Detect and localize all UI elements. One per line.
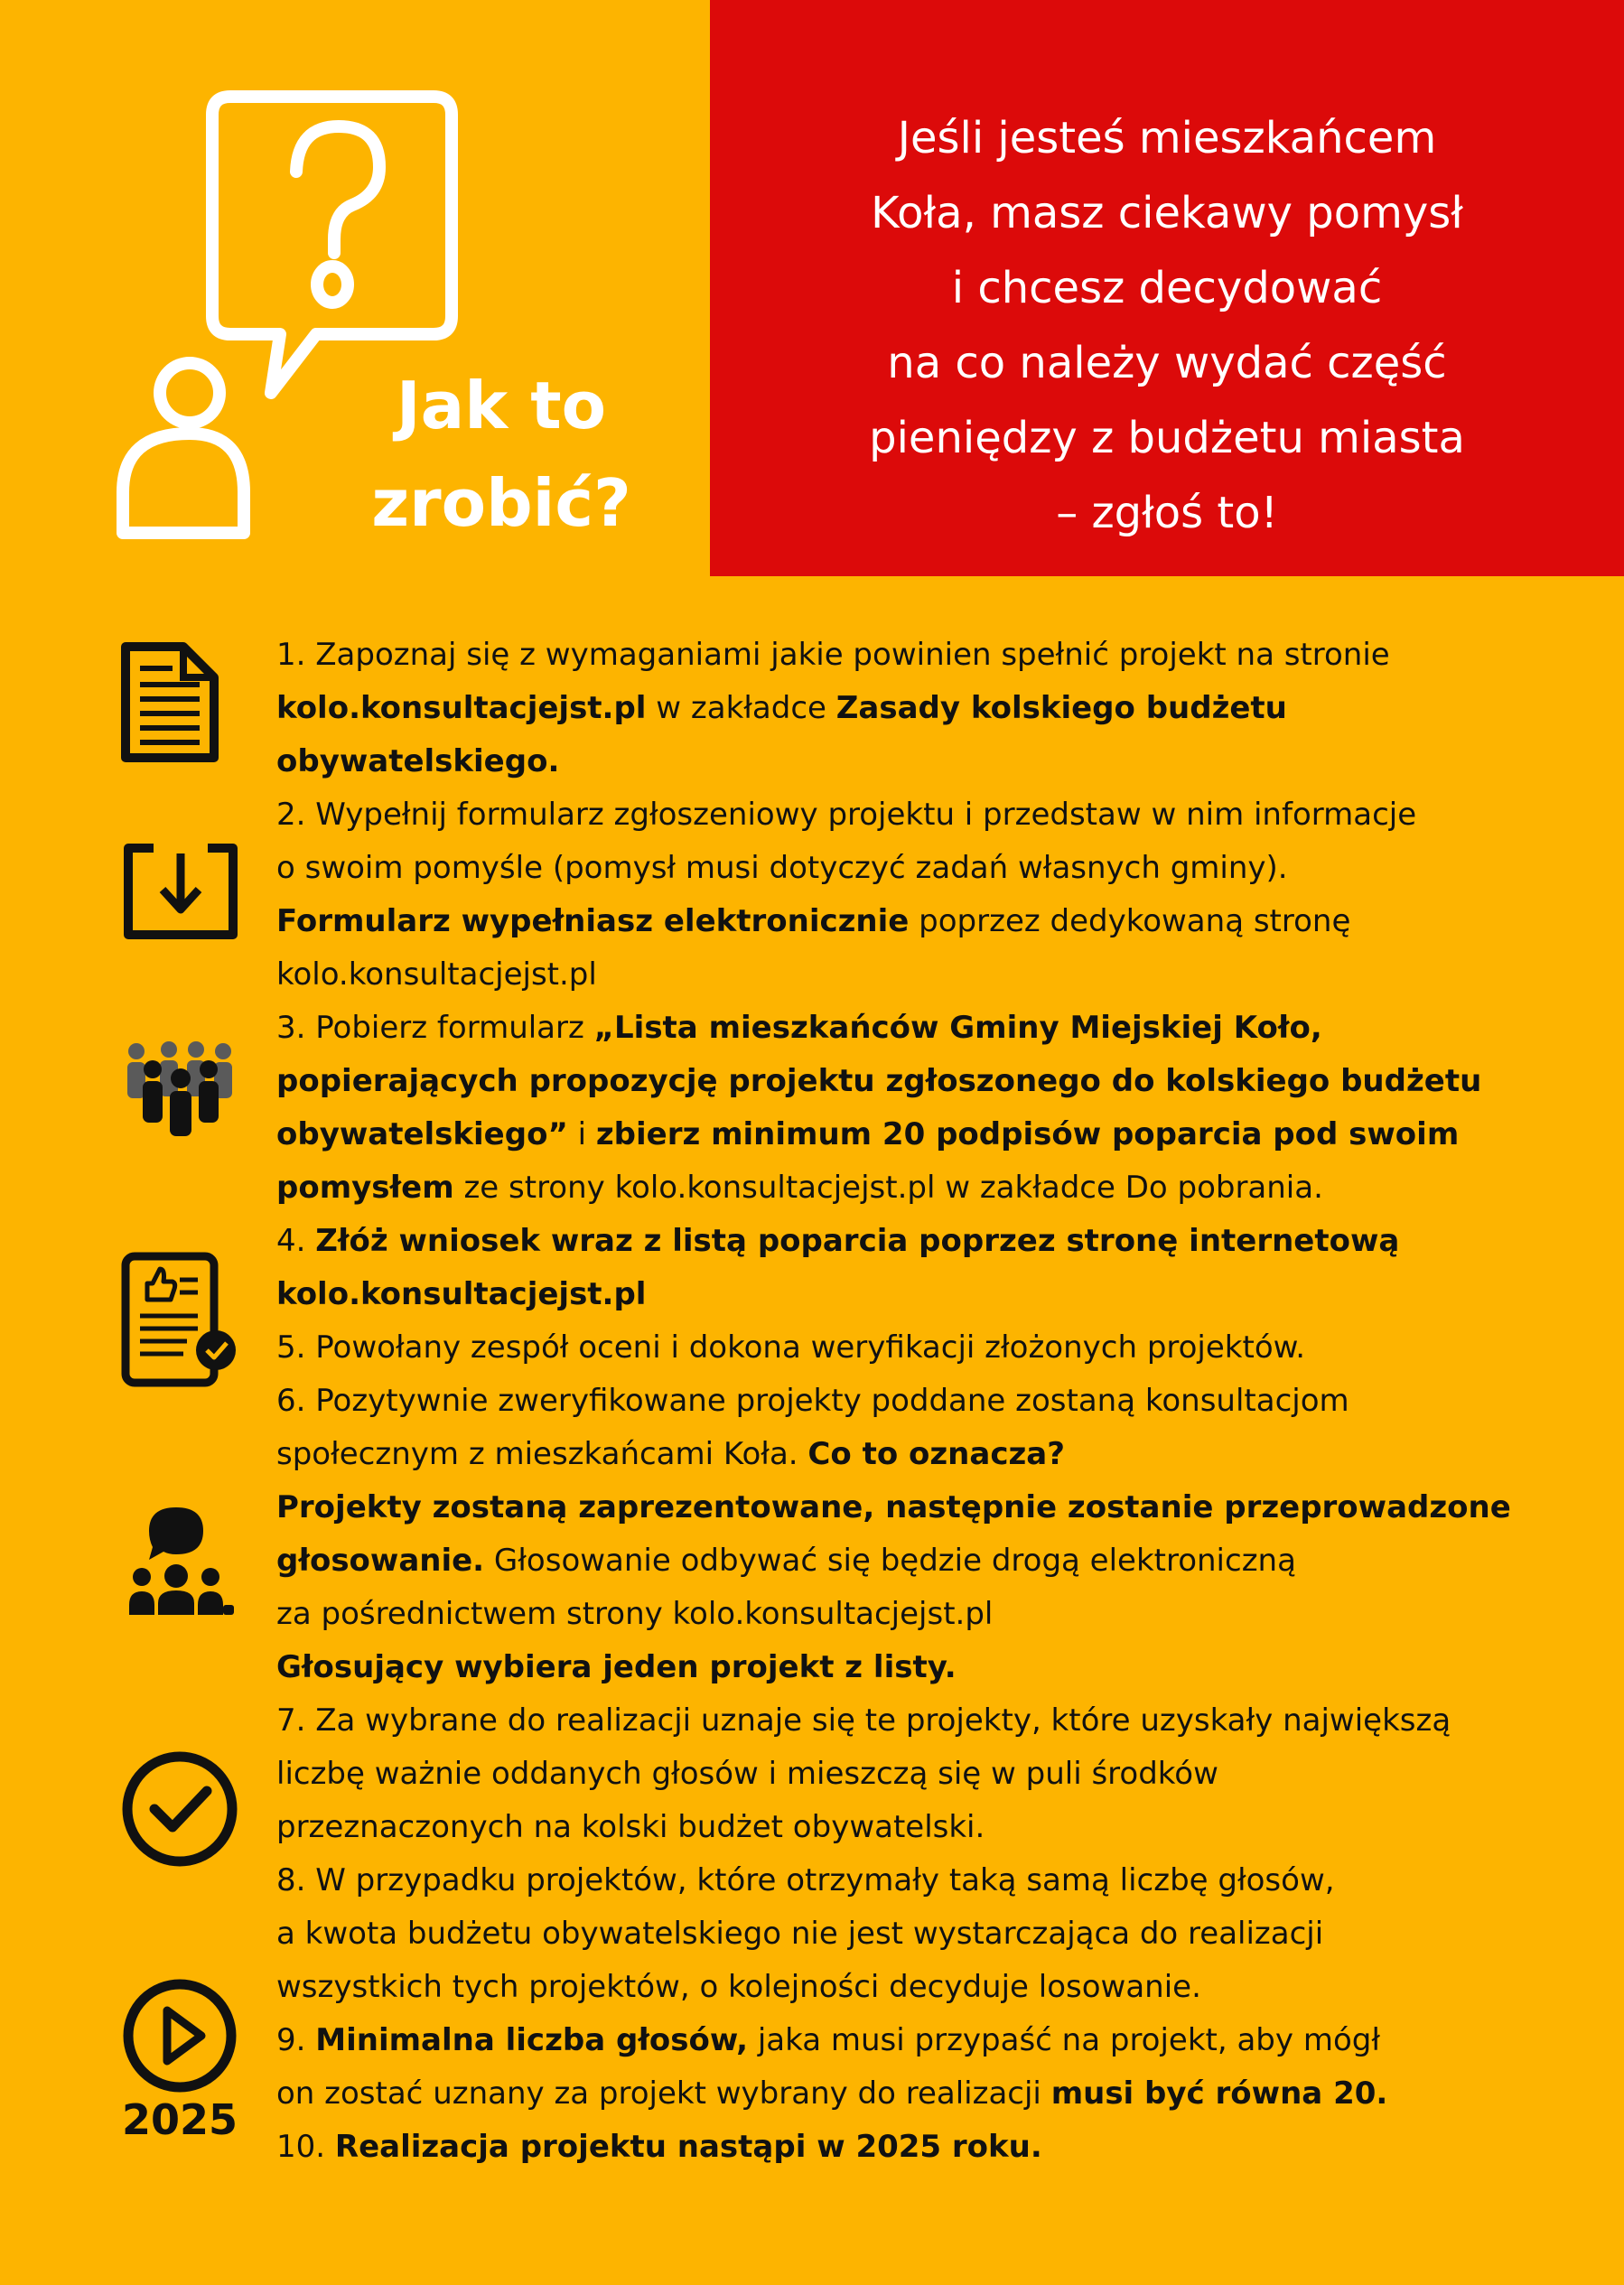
download-icon — [122, 843, 239, 942]
step-10: 10. Realizacja projektu nastąpi w 2025 roku. — [276, 2129, 1042, 2165]
step-3: 3. Pobierz formularz „Lista mieszkańców Gminy Miejskiej Koło, popierających propozycję projektu zgłoszonego do kolskiego budżetu obywatelskiego” i zbierz minimum 20 podpisów poparcia pod swoim pomysłem ze strony kolo.konsultacjejst.pl w zakładce Do pobrania. — [276, 1010, 1482, 1206]
intro-text — [710, 101, 1624, 551]
intro-line: i chcesz decydować — [951, 263, 1383, 313]
intro-line: Jeśli jesteś mieszkańcem — [897, 113, 1437, 163]
website-link: kolo.konsultacjejst.pl — [276, 956, 597, 993]
website-link: kolo.konsultacjejst.pl — [276, 1276, 647, 1312]
title-line: Jak to — [396, 368, 607, 443]
steps-list — [276, 629, 1577, 2174]
step-7: 7. Za wybrane do realizacji uznaje się te projekty, które uzyskały największą liczbę ważnie oddanych głosów i mieszczą się w puli środków przeznaczonych na kolski budżet obywatelski. — [276, 1702, 1451, 1845]
step-9: 9. Minimalna liczba głosów, jaka musi przypaść na projekt, aby mógł on zostać uznany za projekt wybrany do realizacji musi być równa 20. — [276, 2022, 1388, 2112]
step-6: 6. Pozytywnie zweryfikowane projekty poddane zostaną konsultacjom społecznym z mieszkańcami Koła. Co to oznacza? Projekty zostaną zaprezentowane, następnie zostanie przeprowadzone głosowanie. Głosowanie odbywać się będzie drogą elektroniczną za pośrednictwem strony kolo.konsultacjejst.pl Głosujący wybiera jeden projekt z listy. — [276, 1383, 1511, 1685]
approved-form-icon — [120, 1251, 242, 1391]
year-label: 2025 — [122, 2095, 238, 2144]
step-8: 8. W przypadku projektów, które otrzymały taką samą liczbę głosów, a kwota budżetu obywatelskiego nie jest wystarczająca do realizacji wszystkich tych projektów, o kolejności decyduje losowanie. — [276, 1862, 1335, 2005]
play-circle-icon — [122, 1978, 238, 2094]
crowd-icon — [122, 1039, 238, 1138]
step-4: 4. Złóż wniosek wraz z listą poparcia poprzez stronę internetową kolo.konsultacjejst.pl — [276, 1223, 1400, 1312]
intro-line: pieniędzy z budżetu miasta — [869, 413, 1465, 463]
step-2: 2. Wypełnij formularz zgłoszeniowy projektu i przedstaw w nim informacje o swoim pomyśle (pomysł musi dotyczyć zadań własnych gminy). Formularz wypełniasz elektronicznie poprzez dedykowaną stronę kolo.konsultacjejst.pl — [276, 797, 1417, 993]
page-title — [348, 357, 655, 552]
website-link: kolo.konsultacjejst.pl — [276, 690, 647, 726]
title-line: zrobić? — [371, 465, 631, 541]
document-icon — [120, 641, 219, 763]
intro-line: na co należy wydać część — [887, 338, 1447, 388]
check-circle-icon — [120, 1749, 239, 1869]
meeting-icon — [122, 1504, 239, 1617]
step-1: 1. Zapoznaj się z wymaganiami jakie powinien spełnić projekt na stronie kolo.konsultacjejst.pl w zakładce Zasady kolskiego budżetu obywatelskiego. — [276, 637, 1390, 779]
step-5: 5. Powołany zespół oceni i dokona weryfikacji złożonych projektów. — [276, 1329, 1306, 1366]
intro-banner — [710, 0, 1624, 576]
intro-line: Koła, masz ciekawy pomysł — [871, 188, 1463, 238]
intro-line: – zgłoś to! — [1056, 488, 1278, 538]
person-icon — [123, 363, 244, 533]
